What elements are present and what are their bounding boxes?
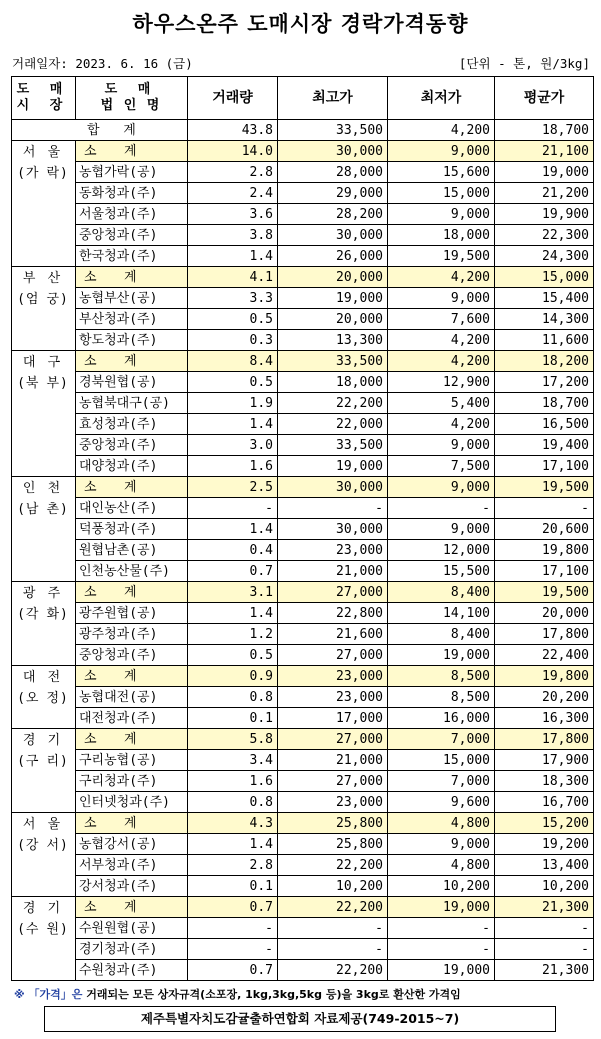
- table-row: [12, 603, 594, 624]
- table-row: [12, 435, 594, 456]
- cell-volume: 3.0: [188, 435, 278, 456]
- cell-volume: 0.5: [188, 309, 278, 330]
- cell-volume: 3.4: [188, 750, 278, 771]
- subtotal-avg: 18,200: [495, 351, 594, 372]
- cell-max: 29,000: [278, 183, 388, 204]
- cell-avg: 19,800: [495, 540, 594, 561]
- market-cell: [12, 729, 76, 813]
- cell-volume: 1.4: [188, 519, 278, 540]
- subtotal-row: [12, 666, 594, 687]
- subtotal-row: [12, 351, 594, 372]
- cell-volume: 2.8: [188, 855, 278, 876]
- cell-min: 9,000: [388, 519, 495, 540]
- table-row: [12, 330, 594, 351]
- cell-max: 22,200: [278, 855, 388, 876]
- cell-avg: 11,600: [495, 330, 594, 351]
- corp-name: 효성청과(주): [76, 414, 188, 435]
- corp-name: 덕풍청과(주): [76, 519, 188, 540]
- subtotal-label: 소 계: [76, 813, 188, 834]
- cell-max: 22,200: [278, 393, 388, 414]
- market-district: (남 촌): [18, 502, 69, 517]
- table-row: [12, 792, 594, 813]
- cell-volume: 1.6: [188, 456, 278, 477]
- table-row: [12, 939, 594, 960]
- subtotal-volume: 8.4: [188, 351, 278, 372]
- cell-avg: 17,900: [495, 750, 594, 771]
- trade-date: 거래일자: 2023. 6. 16 (금): [12, 56, 193, 71]
- cell-max: 19,000: [278, 456, 388, 477]
- header-row: [12, 77, 594, 120]
- table-row: [12, 414, 594, 435]
- cell-avg: 16,700: [495, 792, 594, 813]
- market-cell: [12, 582, 76, 666]
- table-row: [12, 561, 594, 582]
- cell-min: 9,600: [388, 792, 495, 813]
- cell-max: 18,000: [278, 372, 388, 393]
- corp-name: 한국청과(주): [76, 246, 188, 267]
- cell-min: 9,000: [388, 204, 495, 225]
- cell-min: 12,000: [388, 540, 495, 561]
- header-market: 도 매 시 장: [12, 77, 76, 120]
- cell-avg: 14,300: [495, 309, 594, 330]
- header-min: 최저가: [388, 77, 495, 120]
- cell-volume: 0.7: [188, 561, 278, 582]
- subtotal-label: 소 계: [76, 582, 188, 603]
- unit-label: [단위 - 톤, 원/3kg]: [458, 56, 590, 71]
- cell-max: 17,000: [278, 708, 388, 729]
- subtotal-max: 30,000: [278, 477, 388, 498]
- cell-min: 19,000: [388, 960, 495, 981]
- corp-name: 대전청과(주): [76, 708, 188, 729]
- market-district: (북 부): [18, 376, 69, 391]
- cell-max: 27,000: [278, 645, 388, 666]
- corp-name: 농협가락(공): [76, 162, 188, 183]
- table-row: [12, 456, 594, 477]
- cell-avg: 18,300: [495, 771, 594, 792]
- cell-max: 19,000: [278, 288, 388, 309]
- cell-max: 30,000: [278, 225, 388, 246]
- subtotal-avg: 19,800: [495, 666, 594, 687]
- corp-name: 구리농협(공): [76, 750, 188, 771]
- corp-name: 농협강서(공): [76, 834, 188, 855]
- cell-avg: 16,300: [495, 708, 594, 729]
- cell-min: 7,600: [388, 309, 495, 330]
- cell-volume: 1.9: [188, 393, 278, 414]
- table-row: [12, 645, 594, 666]
- market-cell: [12, 666, 76, 729]
- subtotal-row: [12, 267, 594, 288]
- subtotal-avg: 15,200: [495, 813, 594, 834]
- cell-min: 15,500: [388, 561, 495, 582]
- cell-avg: 17,100: [495, 456, 594, 477]
- reference-mark: ※: [14, 988, 25, 1001]
- subtotal-label: 소 계: [76, 351, 188, 372]
- cell-min: 9,000: [388, 435, 495, 456]
- market-cell: [12, 477, 76, 582]
- footnote: [14, 986, 461, 1002]
- cell-volume: 0.8: [188, 792, 278, 813]
- total-avg: 18,700: [495, 120, 594, 141]
- market-cell: [12, 267, 76, 351]
- subtotal-volume: 0.9: [188, 666, 278, 687]
- cell-max: 26,000: [278, 246, 388, 267]
- corp-name: 대인농산(주): [76, 498, 188, 519]
- cell-avg: 22,400: [495, 645, 594, 666]
- subtotal-avg: 21,100: [495, 141, 594, 162]
- table-row: [12, 204, 594, 225]
- cell-min: 7,000: [388, 771, 495, 792]
- cell-min: 4,200: [388, 330, 495, 351]
- table-row: [12, 183, 594, 204]
- cell-min: 9,000: [388, 288, 495, 309]
- header-avg: 평균가: [495, 77, 594, 120]
- table-row: [12, 876, 594, 897]
- subtotal-label: 소 계: [76, 267, 188, 288]
- footnote-text: 거래되는 모든 상자규격(소포장, 1kg,3kg,5kg 등)을 3kg로 환산한 가격임: [82, 988, 461, 1001]
- cell-avg: -: [495, 918, 594, 939]
- subtotal-row: [12, 582, 594, 603]
- cell-volume: 0.1: [188, 876, 278, 897]
- table-row: [12, 372, 594, 393]
- cell-min: -: [388, 918, 495, 939]
- total-volume: 43.8: [188, 120, 278, 141]
- cell-avg: 15,400: [495, 288, 594, 309]
- cell-min: 14,100: [388, 603, 495, 624]
- subtotal-volume: 4.3: [188, 813, 278, 834]
- subtotal-row: [12, 813, 594, 834]
- cell-min: -: [388, 939, 495, 960]
- subtotal-min: 19,000: [388, 897, 495, 918]
- cell-max: 22,800: [278, 603, 388, 624]
- cell-min: 19,500: [388, 246, 495, 267]
- cell-avg: 13,400: [495, 855, 594, 876]
- cell-max: 23,000: [278, 792, 388, 813]
- cell-min: 15,000: [388, 183, 495, 204]
- cell-max: 33,500: [278, 435, 388, 456]
- cell-avg: 19,900: [495, 204, 594, 225]
- cell-volume: 1.4: [188, 834, 278, 855]
- table-row: [12, 162, 594, 183]
- corp-name: 인터넷청과(주): [76, 792, 188, 813]
- market-district: (엄 궁): [18, 292, 69, 307]
- table-row: [12, 960, 594, 981]
- subtotal-avg: 19,500: [495, 582, 594, 603]
- cell-max: 27,000: [278, 771, 388, 792]
- market-name: 서 울: [22, 145, 65, 160]
- price-table: [11, 76, 594, 981]
- subtotal-min: 8,500: [388, 666, 495, 687]
- market-district: (강 서): [18, 838, 69, 853]
- corp-name: 농협부산(공): [76, 288, 188, 309]
- cell-min: 18,000: [388, 225, 495, 246]
- corp-name: 구리청과(주): [76, 771, 188, 792]
- cell-max: 13,300: [278, 330, 388, 351]
- cell-volume: 0.7: [188, 960, 278, 981]
- subtotal-avg: 15,000: [495, 267, 594, 288]
- total-min: 4,200: [388, 120, 495, 141]
- cell-volume: 1.4: [188, 246, 278, 267]
- header-corp: 도 매 법 인 명: [76, 77, 188, 120]
- cell-max: -: [278, 498, 388, 519]
- subtotal-avg: 19,500: [495, 477, 594, 498]
- cell-max: 28,200: [278, 204, 388, 225]
- cell-avg: 20,000: [495, 603, 594, 624]
- market-cell: [12, 351, 76, 477]
- cell-min: 10,200: [388, 876, 495, 897]
- corp-name: 중앙청과(주): [76, 645, 188, 666]
- cell-max: 23,000: [278, 540, 388, 561]
- subtotal-max: 20,000: [278, 267, 388, 288]
- market-district: (각 화): [18, 607, 69, 622]
- table-row: [12, 393, 594, 414]
- cell-volume: 0.5: [188, 372, 278, 393]
- cell-max: 30,000: [278, 519, 388, 540]
- subtotal-row: [12, 897, 594, 918]
- market-district: (구 리): [18, 754, 69, 769]
- cell-avg: 20,200: [495, 687, 594, 708]
- table-row: [12, 834, 594, 855]
- corp-name: 농협북대구(공): [76, 393, 188, 414]
- table-row: [12, 288, 594, 309]
- info-bar: [12, 54, 590, 72]
- subtotal-min: 8,400: [388, 582, 495, 603]
- header-max: 최고가: [278, 77, 388, 120]
- subtotal-label: 소 계: [76, 729, 188, 750]
- cell-avg: -: [495, 939, 594, 960]
- subtotal-max: 25,800: [278, 813, 388, 834]
- total-max: 33,500: [278, 120, 388, 141]
- cell-min: 4,200: [388, 414, 495, 435]
- total-row: [12, 120, 594, 141]
- market-name: 경 기: [22, 733, 65, 748]
- cell-avg: 17,100: [495, 561, 594, 582]
- market-name: 서 울: [22, 817, 65, 832]
- cell-volume: 1.2: [188, 624, 278, 645]
- corp-name: 대양청과(주): [76, 456, 188, 477]
- header-volume: 거래량: [188, 77, 278, 120]
- subtotal-volume: 2.5: [188, 477, 278, 498]
- market-name: 대 구: [22, 355, 65, 370]
- cell-min: 12,900: [388, 372, 495, 393]
- cell-max: 22,200: [278, 960, 388, 981]
- corp-name: 부산청과(주): [76, 309, 188, 330]
- cell-max: -: [278, 918, 388, 939]
- corp-name: 농협대전(공): [76, 687, 188, 708]
- corp-name: 강서청과(주): [76, 876, 188, 897]
- cell-min: 15,600: [388, 162, 495, 183]
- subtotal-max: 22,200: [278, 897, 388, 918]
- cell-avg: 18,700: [495, 393, 594, 414]
- page-title: 하우스온주 도매시장 경락가격동향: [132, 12, 469, 36]
- cell-volume: 0.1: [188, 708, 278, 729]
- cell-volume: 1.4: [188, 414, 278, 435]
- cell-avg: 19,000: [495, 162, 594, 183]
- corp-name: 광주청과(주): [76, 624, 188, 645]
- source-box: 제주특별자치도감귤출하연합회 자료제공(749-2015~7): [44, 1006, 556, 1032]
- cell-avg: 21,300: [495, 960, 594, 981]
- market-district: (가 락): [18, 166, 69, 181]
- cell-min: 9,000: [388, 834, 495, 855]
- corp-name: 수원청과(주): [76, 960, 188, 981]
- corp-name: 서울청과(주): [76, 204, 188, 225]
- table-row: [12, 687, 594, 708]
- cell-avg: 17,200: [495, 372, 594, 393]
- subtotal-volume: 14.0: [188, 141, 278, 162]
- subtotal-min: 4,800: [388, 813, 495, 834]
- cell-avg: 20,600: [495, 519, 594, 540]
- cell-volume: 0.8: [188, 687, 278, 708]
- table-row: [12, 750, 594, 771]
- subtotal-min: 7,000: [388, 729, 495, 750]
- cell-max: 25,800: [278, 834, 388, 855]
- cell-min: 19,000: [388, 645, 495, 666]
- cell-min: 7,500: [388, 456, 495, 477]
- cell-min: 5,400: [388, 393, 495, 414]
- cell-min: 8,500: [388, 687, 495, 708]
- market-name: 부 산: [22, 271, 65, 286]
- market-name: 광 주: [22, 586, 65, 601]
- subtotal-avg: 17,800: [495, 729, 594, 750]
- corp-name: 경북원협(공): [76, 372, 188, 393]
- cell-volume: 0.3: [188, 330, 278, 351]
- subtotal-min: 9,000: [388, 141, 495, 162]
- cell-volume: 0.5: [188, 645, 278, 666]
- subtotal-max: 27,000: [278, 729, 388, 750]
- cell-volume: 2.8: [188, 162, 278, 183]
- cell-max: -: [278, 939, 388, 960]
- corp-name: 원협남촌(공): [76, 540, 188, 561]
- table-row: [12, 918, 594, 939]
- subtotal-label: 소 계: [76, 666, 188, 687]
- table-row: [12, 225, 594, 246]
- cell-avg: 19,200: [495, 834, 594, 855]
- table-row: [12, 498, 594, 519]
- corp-name: 경기청과(주): [76, 939, 188, 960]
- cell-max: 21,000: [278, 750, 388, 771]
- cell-min: 8,400: [388, 624, 495, 645]
- cell-min: -: [388, 498, 495, 519]
- market-cell: [12, 813, 76, 897]
- cell-max: 20,000: [278, 309, 388, 330]
- cell-avg: 19,400: [495, 435, 594, 456]
- subtotal-max: 27,000: [278, 582, 388, 603]
- subtotal-max: 30,000: [278, 141, 388, 162]
- corp-name: 중앙청과(주): [76, 225, 188, 246]
- market-name: 경 기: [22, 901, 65, 916]
- corp-name: 수원원협(공): [76, 918, 188, 939]
- cell-avg: -: [495, 498, 594, 519]
- cell-avg: 24,300: [495, 246, 594, 267]
- total-label: 합 계: [12, 120, 188, 141]
- table-row: [12, 708, 594, 729]
- corp-name: 동화청과(주): [76, 183, 188, 204]
- market-name: 인 천: [22, 481, 65, 496]
- table-row: [12, 519, 594, 540]
- table-row: [12, 309, 594, 330]
- market-district: (수 원): [18, 922, 69, 937]
- subtotal-volume: 5.8: [188, 729, 278, 750]
- subtotal-label: 소 계: [76, 141, 188, 162]
- table-row: [12, 771, 594, 792]
- cell-volume: -: [188, 918, 278, 939]
- corp-name: 항도청과(주): [76, 330, 188, 351]
- subtotal-max: 23,000: [278, 666, 388, 687]
- cell-min: 4,800: [388, 855, 495, 876]
- cell-volume: 2.4: [188, 183, 278, 204]
- cell-max: 21,600: [278, 624, 388, 645]
- subtotal-row: [12, 477, 594, 498]
- cell-avg: 21,200: [495, 183, 594, 204]
- cell-max: 10,200: [278, 876, 388, 897]
- cell-max: 21,000: [278, 561, 388, 582]
- subtotal-max: 33,500: [278, 351, 388, 372]
- table-row: [12, 246, 594, 267]
- corp-name: 중앙청과(주): [76, 435, 188, 456]
- subtotal-row: [12, 729, 594, 750]
- subtotal-volume: 0.7: [188, 897, 278, 918]
- cell-volume: -: [188, 498, 278, 519]
- cell-avg: 10,200: [495, 876, 594, 897]
- table-row: [12, 855, 594, 876]
- cell-avg: 22,300: [495, 225, 594, 246]
- cell-volume: 3.6: [188, 204, 278, 225]
- cell-volume: 1.6: [188, 771, 278, 792]
- subtotal-volume: 3.1: [188, 582, 278, 603]
- market-name: 대 전: [22, 670, 65, 685]
- corp-name: 서부청과(주): [76, 855, 188, 876]
- subtotal-min: 4,200: [388, 267, 495, 288]
- cell-avg: 16,500: [495, 414, 594, 435]
- subtotal-min: 4,200: [388, 351, 495, 372]
- market-cell: [12, 141, 76, 267]
- subtotal-row: [12, 141, 594, 162]
- subtotal-label: 소 계: [76, 477, 188, 498]
- cell-min: 15,000: [388, 750, 495, 771]
- cell-volume: -: [188, 939, 278, 960]
- cell-volume: 3.3: [188, 288, 278, 309]
- subtotal-label: 소 계: [76, 897, 188, 918]
- cell-max: 23,000: [278, 687, 388, 708]
- market-cell: [12, 897, 76, 981]
- cell-avg: 17,800: [495, 624, 594, 645]
- cell-min: 16,000: [388, 708, 495, 729]
- table-row: [12, 540, 594, 561]
- corp-name: 광주원협(공): [76, 603, 188, 624]
- cell-volume: 0.4: [188, 540, 278, 561]
- subtotal-avg: 21,300: [495, 897, 594, 918]
- corp-name: 인천농산물(주): [76, 561, 188, 582]
- subtotal-min: 9,000: [388, 477, 495, 498]
- cell-volume: 1.4: [188, 603, 278, 624]
- cell-max: 28,000: [278, 162, 388, 183]
- cell-max: 22,000: [278, 414, 388, 435]
- footnote-keyword: 「가격」은: [28, 988, 83, 1001]
- table-row: [12, 624, 594, 645]
- cell-volume: 3.8: [188, 225, 278, 246]
- market-district: (오 정): [18, 691, 69, 706]
- subtotal-volume: 4.1: [188, 267, 278, 288]
